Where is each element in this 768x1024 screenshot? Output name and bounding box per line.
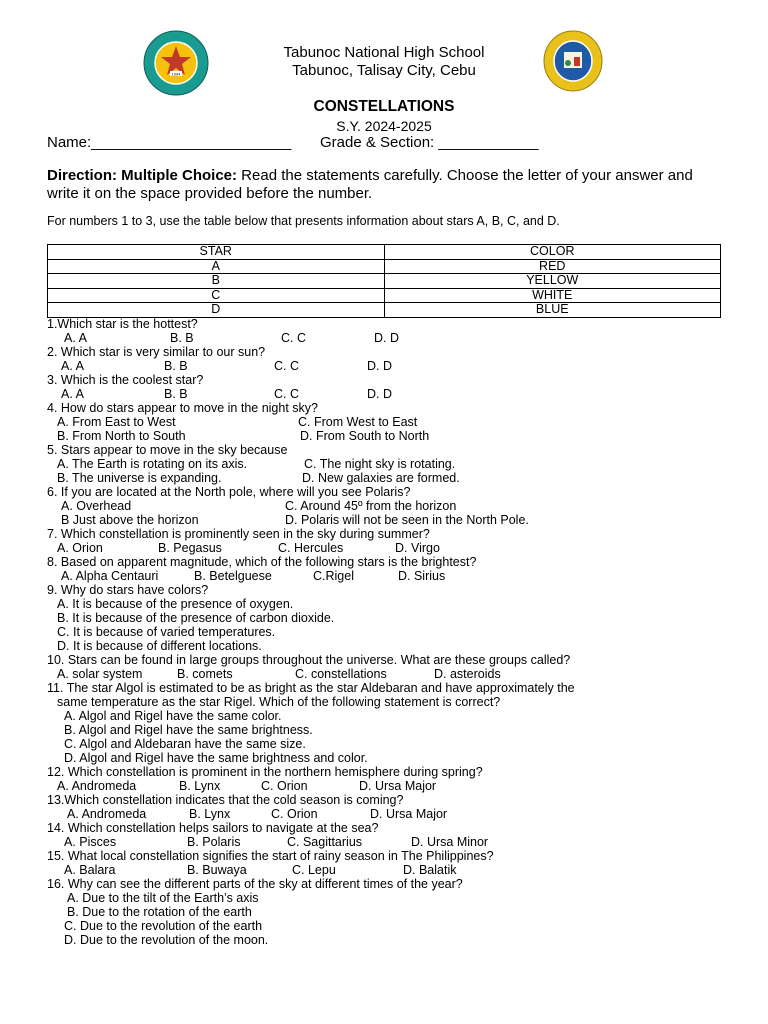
star-color-table [47, 244, 721, 318]
option: A. Pisces [64, 835, 117, 849]
direction-label: Direction: Multiple Choice: [47, 167, 238, 184]
school-address: Tabunoc, Talisay City, Cebu [292, 62, 476, 79]
svg-text:1994: 1994 [171, 71, 181, 77]
table-header-row [48, 245, 721, 260]
question-14-stem: 14. Which constellation helps sailors to navigate at the sea? [47, 821, 379, 835]
option: D. asteroids [434, 667, 501, 681]
option: D. Ursa Minor [411, 835, 489, 849]
question-2-stem: 2. Which star is very similar to our sun? [47, 345, 266, 359]
option: D. D [374, 331, 399, 345]
question-8-stem: 8. Based on apparent magnitude, which of the following stars is the brightest? [47, 555, 477, 569]
header-color: COLOR [384, 245, 721, 260]
option: B. Buwaya [187, 863, 247, 877]
option: A. Orion [57, 541, 103, 555]
question-15-stem: 15. What local constellation signifies the start of rainy season in The Philippines? [47, 849, 494, 863]
question-11-stem: 11. The star Algol is estimated to be as bright as the star Aldebaran and have approximately the [47, 681, 575, 695]
color-cell: BLUE [384, 303, 721, 318]
option: B. Lynx [189, 807, 231, 821]
option: B. Algol and Rigel have the same brightness. [64, 723, 313, 737]
option: B. Due to the rotation of the earth [67, 905, 252, 919]
option: A. A [61, 387, 84, 401]
option: A. From East to West [57, 415, 176, 429]
option: B. Lynx [179, 779, 221, 793]
question-13-stem: 13.Which constellation indicates that the cold season is coming? [47, 793, 404, 807]
option: C.Rigel [313, 569, 354, 583]
direction-text: Read the statements carefully. Choose the letter of your answer and write it on the space provided before the number. [47, 167, 693, 202]
color-cell: WHITE [384, 288, 721, 303]
question-7-stem: 7. Which constellation is prominently seen in the sky during summer? [47, 527, 430, 541]
grade-section-field[interactable]: Grade & Section: ____________ [320, 134, 539, 151]
option: B. B [170, 331, 194, 345]
school-year: S.Y. 2024-2025 [336, 118, 432, 134]
option: D. Polaris will not be seen in the North Pole. [285, 513, 529, 527]
option: C. Orion [271, 807, 318, 821]
option: A. Balara [64, 863, 116, 877]
option: B Just above the horizon [61, 513, 199, 527]
option: C. Due to the revolution of the earth [64, 919, 263, 933]
option: B. From North to South [57, 429, 186, 443]
option: A. The Earth is rotating on its axis. [57, 457, 248, 471]
question-1-stem: 1.Which star is the hottest? [47, 317, 198, 331]
option: D. Due to the revolution of the moon. [64, 933, 269, 947]
option: A. solar system [57, 667, 143, 681]
question-12-stem: 12. Which constellation is prominent in the northern hemisphere during spring? [47, 765, 483, 779]
question-6-stem: 6. If you are located at the North pole, where will you see Polaris? [47, 485, 411, 499]
star-cell: B [48, 274, 385, 289]
question-4-stem: 4. How do stars appear to move in the night sky? [47, 401, 318, 415]
option: C. C [281, 331, 306, 345]
option: D. Ursa Major [359, 779, 437, 793]
option: A. Andromeda [67, 807, 147, 821]
question-11-stem-cont: same temperature as the star Rigel. Which of the following statement is correct? [57, 695, 501, 709]
option: A. Overhead [61, 499, 132, 513]
exam-title: CONSTELLATIONS [313, 98, 455, 115]
option: B. B [164, 359, 188, 373]
option: B. The universe is expanding. [57, 471, 222, 485]
school-seal-logo [143, 30, 209, 96]
option: D. D [367, 387, 392, 401]
star-cell: A [48, 259, 385, 274]
option: C. constellations [295, 667, 387, 681]
option: C. From West to East [298, 415, 418, 429]
option: D. Ursa Major [370, 807, 448, 821]
option: D. Algol and Rigel have the same brightness and color. [64, 751, 368, 765]
question-3-stem: 3. Which is the coolest star? [47, 373, 204, 387]
option: D. Sirius [398, 569, 446, 583]
option: B. Betelguese [194, 569, 272, 583]
school-name: Tabunoc National High School [283, 44, 485, 61]
option: C. C [274, 387, 299, 401]
question-5-stem: 5. Stars appear to move in the sky because [47, 443, 288, 457]
option: A. Andromeda [57, 779, 137, 793]
option: A. It is because of the presence of oxygen. [57, 597, 294, 611]
deped-seal-logo [543, 30, 603, 92]
option: B. It is because of the presence of carbon dioxide. [57, 611, 335, 625]
option: C. Around 45º from the horizon [285, 499, 457, 513]
name-field[interactable]: Name:________________________ [47, 134, 292, 151]
option: A. A [64, 331, 87, 345]
option: C. Sagittarius [287, 835, 363, 849]
table-row [48, 288, 721, 303]
option: C. Algol and Aldebaran have the same size. [64, 737, 306, 751]
option: C. Orion [261, 779, 308, 793]
option: B. Polaris [187, 835, 241, 849]
star-cell: C [48, 288, 385, 303]
option: A. Alpha Centauri [61, 569, 159, 583]
option: D. Virgo [395, 541, 440, 555]
option: C. C [274, 359, 299, 373]
option: C. Hercules [278, 541, 344, 555]
option: A. A [61, 359, 84, 373]
color-cell: YELLOW [384, 274, 721, 289]
star-cell: D [48, 303, 385, 318]
directions [47, 167, 727, 203]
option: D. It is because of different locations. [57, 639, 262, 653]
question-9-stem: 9. Why do stars have colors? [47, 583, 209, 597]
option: C. The night sky is rotating. [304, 457, 456, 471]
option: B. comets [177, 667, 233, 681]
option: D. Balatik [403, 863, 457, 877]
header-star: STAR [48, 245, 385, 260]
table-intro: For numbers 1 to 3, use the table below that presents information about stars A, B, C, and D. [47, 214, 560, 228]
option: D. D [367, 359, 392, 373]
table-row [48, 303, 721, 318]
question-10-stem: 10. Stars can be found in large groups throughout the universe. What are these groups called? [47, 653, 571, 667]
option: D. New galaxies are formed. [302, 471, 460, 485]
option: A. Algol and Rigel have the same color. [64, 709, 282, 723]
color-cell: RED [384, 259, 721, 274]
option: B. Pegasus [158, 541, 222, 555]
table-row [48, 274, 721, 289]
option: D. From South to North [300, 429, 430, 443]
table-row [48, 259, 721, 274]
option: C. It is because of varied temperatures. [57, 625, 276, 639]
question-16-stem: 16. Why can see the different parts of the sky at different times of the year? [47, 877, 463, 891]
option: B. B [164, 387, 188, 401]
option: C. Lepu [292, 863, 336, 877]
option: A. Due to the tilt of the Earth’s axis [67, 891, 259, 905]
